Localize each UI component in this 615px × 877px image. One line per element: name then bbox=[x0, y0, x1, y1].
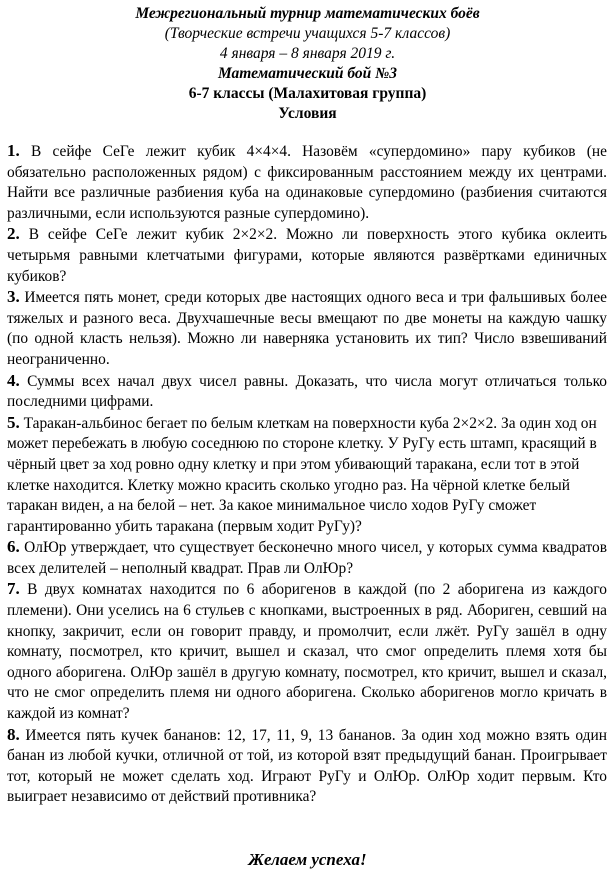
document-header bbox=[0, 0, 615, 124]
problem-number: 7. bbox=[7, 579, 20, 599]
problem-text: Имеется пять монет, среди которых две настоящих одного веса и три фальшивых более тяжелых и разного веса. Двухчашечные весы вмещают по две монеты на каждую чашку (по одной класть нельзя). Можно ли наверняка установить их тип? Число взвешиваний неограниченно. bbox=[7, 289, 607, 368]
problem-text: В сейфе СеГе лежит кубик 4×4×4. Назовём «супердомино» пару кубиков (не обязательно расположенных рядом) с фиксированным расстоянием между их центрами. Найти все различные разбиения куба на одинаковые супердомино (разбиения считаются различными, если используются разные супердомино). bbox=[7, 143, 607, 222]
problem-text: Имеется пять кучек бананов: 12, 17, 11, 9, 13 бананов. За один ход можно взять один банан из любой кучки, отличной от той, из которой взят предыдущий банан. Проигрывает тот, который не может сделать ход. Играют РуГу и ОлЮр. ОлЮр ходит первым. Кто выиграет независимо от действий противника? bbox=[7, 726, 607, 806]
battle-title: Математический бой №3 bbox=[217, 65, 398, 82]
problem-6 bbox=[7, 537, 607, 579]
tournament-dates: 4 января – 8 января 2019 г. bbox=[219, 45, 396, 62]
problem-4 bbox=[7, 371, 607, 413]
group-title: 6-7 классы (Малахитовая группа) bbox=[188, 85, 427, 102]
problem-number: 6. bbox=[7, 537, 20, 557]
problem-number: 3. bbox=[7, 287, 20, 307]
problem-5 bbox=[7, 413, 607, 538]
problem-2 bbox=[7, 224, 607, 287]
problem-number: 2. bbox=[7, 224, 20, 244]
problem-text: ОлЮр утверждает, что существует бесконечно много чисел, у которых сумма квадратов всех делителей – неполный квадрат. Прав ли ОлЮр? bbox=[7, 539, 607, 577]
problem-7 bbox=[7, 579, 607, 724]
tournament-title: Межрегиональный турнир математических боёв bbox=[135, 5, 480, 22]
problem-text: В сейфе СеГе лежит кубик 2×2×2. Можно ли поверхность этого кубика оклеить четырьмя равными клетчатыми фигурами, которые являются развёртками единичных кубиков? bbox=[7, 226, 607, 285]
problem-text: Суммы всех начал двух чисел равны. Доказать, что числа могут отличаться только последними цифрами. bbox=[7, 372, 607, 411]
problem-3 bbox=[7, 287, 607, 370]
problem-number: 5. bbox=[7, 412, 20, 432]
tournament-subtitle: (Творческие встречи учащихся 5-7 классов) bbox=[164, 25, 451, 42]
problem-text: В двух комнатах находится по 6 аборигенов в каждой (по 2 аборигена из каждого племени). Они уселись на 6 стульев с кнопками, выстроенных в ряд. Абориген, севший на кнопку, закричит, если он говорит правду, и промолчит, если лжёт. РуГу зашёл в одну комнату, посмотрел, кто кричит, вышел и сказал, что смог определить племя хотя бы одного аборигена. ОлЮр зашёл в другую комнату, посмотрел, кто кричит, вышел и сказал, что не смог определить племя ни одного аборигена. Сколько аборигенов могло кричать в каждой из комнат? bbox=[7, 581, 607, 723]
problem-1 bbox=[7, 141, 607, 224]
closing-wish: Желаем успеха! bbox=[248, 850, 367, 869]
problem-list bbox=[7, 141, 607, 808]
section-title: Условия bbox=[278, 105, 337, 122]
problem-8 bbox=[7, 725, 607, 808]
problem-number: 4. bbox=[7, 370, 20, 390]
problem-text: Таракан-альбинос бегает по белым клеткам на поверхности куба 2×2×2. За один ход он может перебежать в любую соседнюю по стороне клетку. У РуГу есть штамп, красящий в чёрный цвет за ход ровно одну клетку и при этом убивающий таракана, если тот в этой клетке находится. Клетку можно красить сколько угодно раз. На чёрной клетке белый таракан виден, а на белой – нет. За какое минимальное число ходов РуГу сможет гарантированно убить таракана (первым ходит РуГу)? bbox=[7, 414, 597, 535]
problem-number: 1. bbox=[7, 141, 20, 160]
problem-number: 8. bbox=[7, 724, 20, 744]
